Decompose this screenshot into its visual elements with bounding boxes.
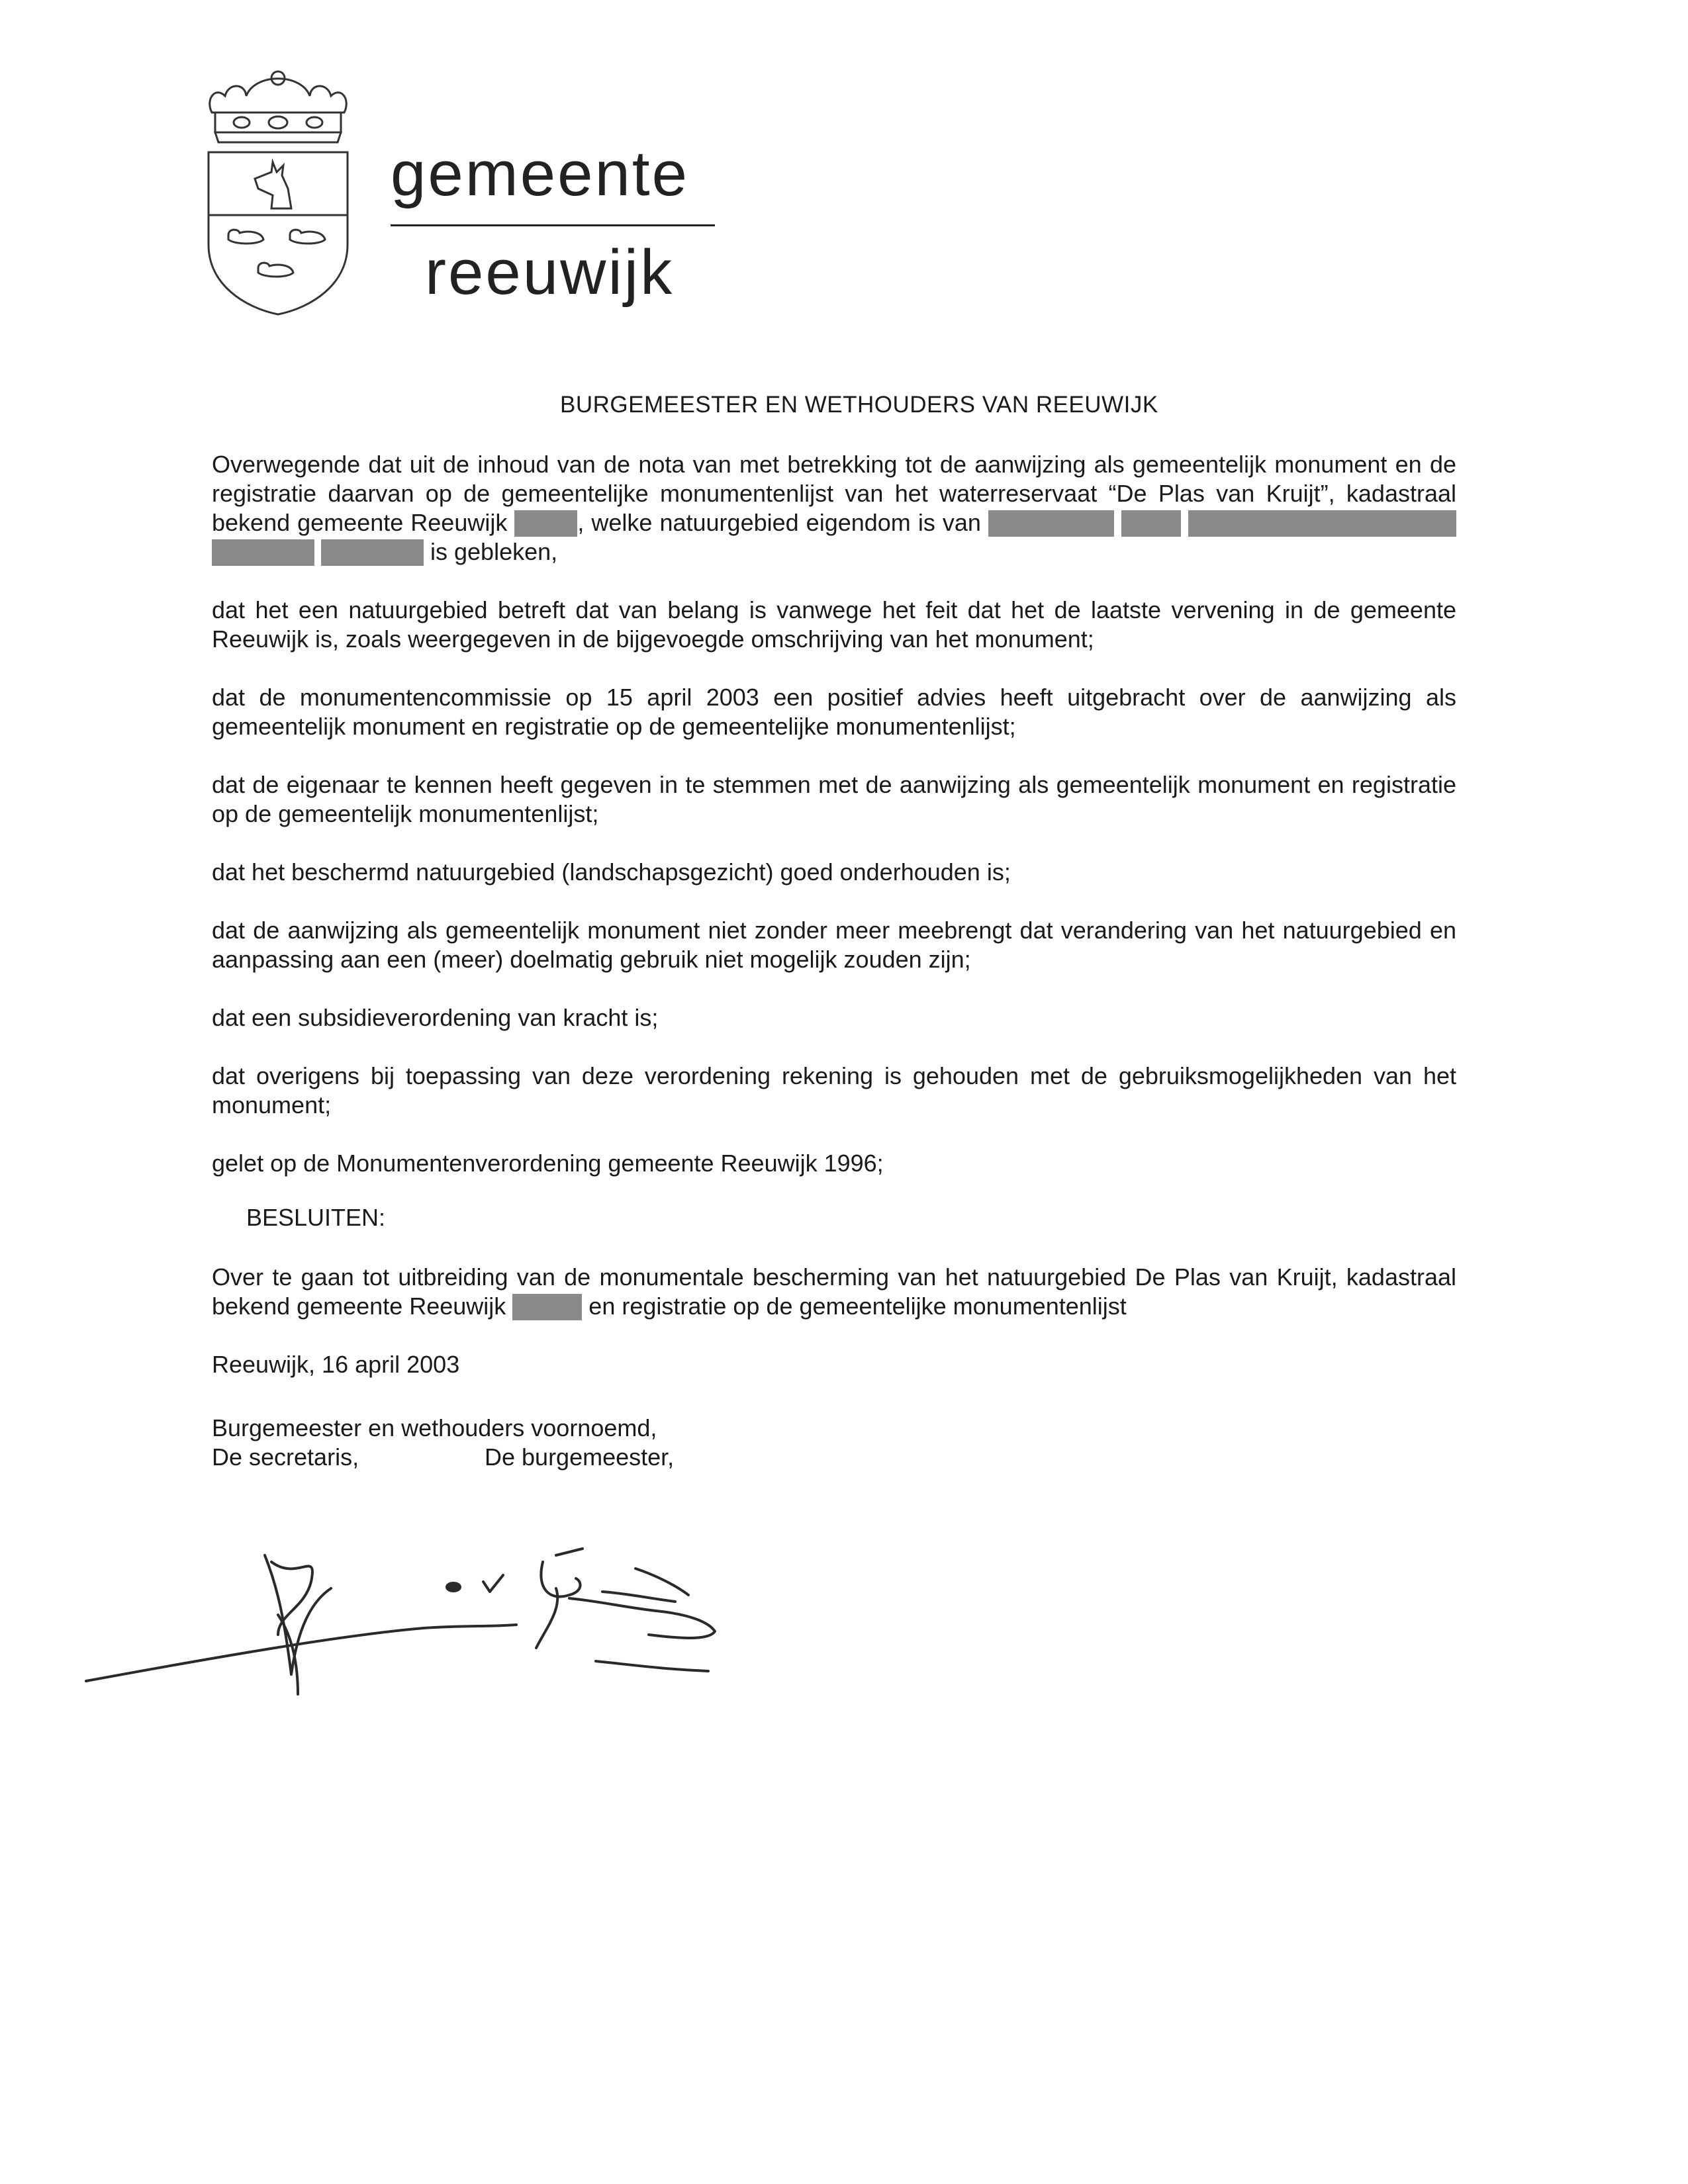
org-divider	[391, 224, 715, 226]
paragraph-legal-basis: gelet op de Monumentenverordening gemeente Reeuwijk 1996;	[212, 1150, 884, 1177]
paragraph-text: Overwegende dat uit de inhoud van de nota van met betrekking tot de aanwijzing als gemeentelijk monument en de registratie daarvan op de gemeentelijke monumentenlijst van het waterreservaat “De Plas van Kruijt”, kadastraal bekend gemeente Reeuwijk	[212, 451, 1456, 536]
paragraph-text: , welke natuurgebied eigendom is van	[577, 509, 988, 536]
secretary-label: De secretaris,	[212, 1443, 359, 1471]
paragraph-considerations	[212, 450, 1456, 567]
paragraph-text: Over te gaan tot uitbreiding van de monumentale bescherming van het natuurgebied De Plas van Kruijt, kadastraal bekend gemeente Reeuwijk	[212, 1263, 1456, 1320]
redaction-box	[1188, 510, 1456, 537]
paragraph-decision	[212, 1263, 1456, 1321]
document-body	[212, 450, 1456, 1472]
redaction-box	[1121, 510, 1181, 537]
paragraph-text: is gebleken,	[424, 538, 558, 565]
paragraph-commission-advice: dat de monumentencommissie op 15 april 2003 een positief advies heeft uitgebracht over de aanwijzing als gemeentelijk monument en registratie op de gemeentelijke monumentenlijst;	[212, 684, 1456, 740]
org-name-line1: gemeente	[391, 138, 689, 209]
handwritten-signatures	[79, 1529, 774, 1727]
redaction-box	[988, 510, 1114, 537]
coat-of-arms-crest-icon	[199, 66, 357, 318]
organization-name	[391, 138, 715, 308]
signoff-line: Burgemeester en wethouders voornoemd,	[212, 1414, 657, 1441]
signatory-row	[212, 1443, 1456, 1472]
decision-heading: BESLUITEN:	[246, 1204, 386, 1231]
paragraph-text: en registratie op de gemeentelijke monumentenlijst	[582, 1293, 1127, 1320]
paragraph-nature-area: dat het een natuurgebied betreft dat van belang is vanwege het feit dat het de laatste vervening in de gemeente Reeuwijk is, zoals weergegeven in de bijgevoegde omschrijving van het monument;	[212, 596, 1456, 653]
paragraph-subsidy: dat een subsidieverordening van kracht is;	[212, 1004, 659, 1031]
redaction-box	[212, 539, 314, 566]
paragraph-owner-consent: dat de eigenaar te kennen heeft gegeven in te stemmen met de aanwijzing als gemeentelijk monument en registratie op de gemeentelijk monumentenlijst;	[212, 771, 1456, 827]
redaction-box	[514, 510, 577, 537]
document-heading: BURGEMEESTER EN WETHOUDERS VAN REEUWIJK	[560, 392, 1158, 418]
paragraph-usage: dat de aanwijzing als gemeentelijk monument niet zonder meer meebrengt dat verandering van het natuurgebied en aanpassing aan een (meer) doelmatig gebruik niet mogelijk zouden zijn;	[212, 917, 1456, 973]
redaction-box	[512, 1294, 582, 1320]
mayor-label: De burgemeester,	[485, 1443, 675, 1471]
date-line: Reeuwijk, 16 april 2003	[212, 1351, 460, 1378]
signoff-block	[212, 1414, 1456, 1472]
paragraph-maintenance: dat het beschermd natuurgebied (landschapsgezicht) goed onderhouden is;	[212, 858, 1011, 886]
paragraph-ordinance-usage: dat overigens bij toepassing van deze verordening rekening is gehouden met de gebruiksmogelijkheden van het monument;	[212, 1062, 1456, 1118]
redaction-box	[321, 539, 424, 566]
org-name-line2: reeuwijk	[425, 237, 675, 308]
